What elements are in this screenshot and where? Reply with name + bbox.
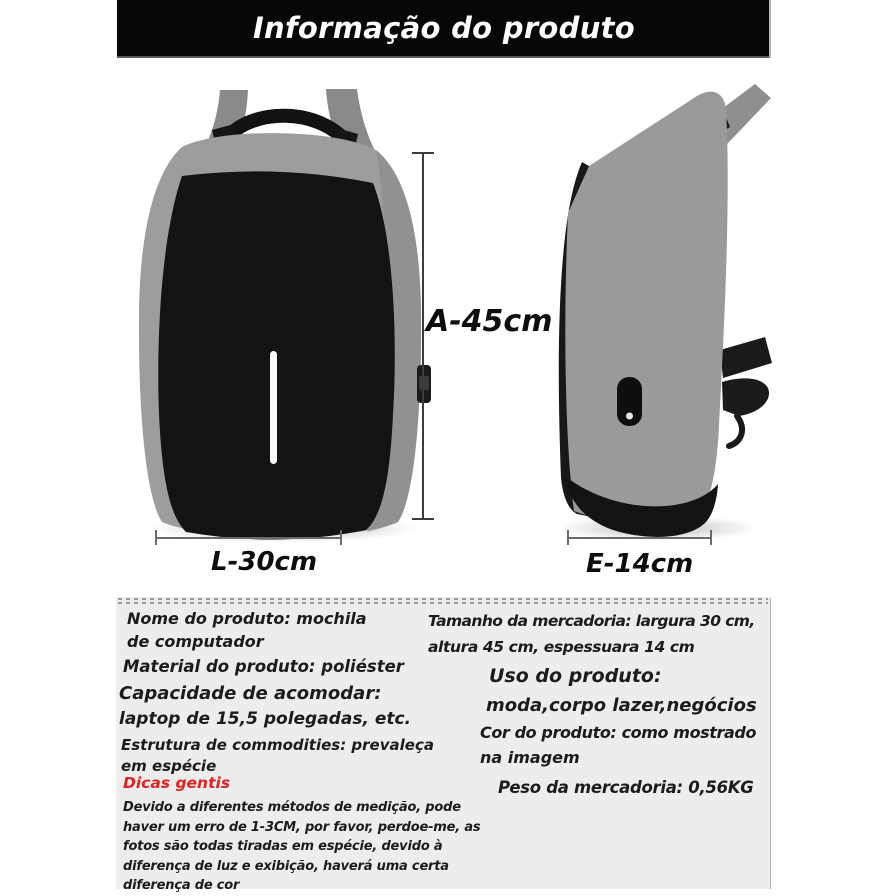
size-line1: Tamanho da mercadoria: largura 30 cm, (428, 612, 755, 630)
capacity-line1: Capacidade de acomodar: (119, 683, 382, 704)
width-measure-tick-right (340, 530, 342, 545)
usb-port-dot (626, 413, 633, 420)
usb-port-pin (419, 376, 429, 390)
width-measure-line (155, 537, 342, 539)
width-dimension-label: L-30cm (211, 547, 318, 577)
height-measure-cap-top (412, 152, 434, 154)
depth-measure-line (567, 537, 712, 539)
front-backpack-photo (129, 84, 431, 544)
structure-line2: em espécie (121, 757, 217, 775)
height-measure-line (422, 153, 424, 519)
color-line1: Cor do produto: como mostrado (480, 723, 757, 742)
reflective-stripe (270, 351, 277, 464)
color-line2: na imagem (480, 748, 580, 767)
weight-text: Peso da mercadoria: 0,56KG (498, 778, 754, 797)
size-line2: altura 45 cm, espessuara 14 cm (428, 638, 695, 656)
back-strap-upper (720, 337, 772, 378)
height-dimension-label: A-45cm (426, 304, 553, 339)
capacity-line2: laptop de 15,5 polegadas, etc. (119, 709, 412, 729)
tips-line: haver um erro de 1-3CM, por favor, perdoe-me, as (123, 819, 481, 835)
usage-line1: Uso do produto: (489, 665, 662, 687)
depth-measure-tick-right (710, 530, 712, 545)
page-title: Informação do produto (252, 11, 636, 45)
product-name-line1: Nome do produto: mochila (127, 609, 367, 628)
usage-line2: moda,corpo lazer,negócios (486, 695, 757, 716)
tips-line: fotos são todas tiradas em espécie, devido à (123, 839, 443, 854)
tips-line: diferença de luz e exibição, haverá uma certa (123, 858, 449, 874)
material-text: Material do produto: poliéster (123, 657, 404, 676)
tips-title: Dicas gentis (123, 774, 231, 792)
tips-line: Devido a diferentes métodos de medição, pode (123, 800, 461, 815)
side-backpack-photo (551, 80, 777, 554)
depth-measure-tick-left (567, 530, 569, 545)
dashed-divider (118, 598, 768, 605)
tips-paragraph (123, 798, 480, 896)
bag-side-body (565, 92, 727, 521)
product-name-line2: de computador (127, 632, 264, 651)
tips-line: diferença de cor (123, 878, 240, 893)
back-strap-loop (729, 416, 742, 446)
product-info-panel (116, 597, 770, 893)
photo-area (0, 58, 889, 598)
height-measure-cap-bottom (412, 518, 434, 520)
width-measure-tick-left (155, 530, 157, 545)
header-bar (117, 0, 771, 58)
back-strap-lower (722, 378, 769, 416)
depth-dimension-label: E-14cm (586, 549, 694, 579)
structure-line1: Estrutura de commodities: prevaleça (121, 736, 434, 754)
